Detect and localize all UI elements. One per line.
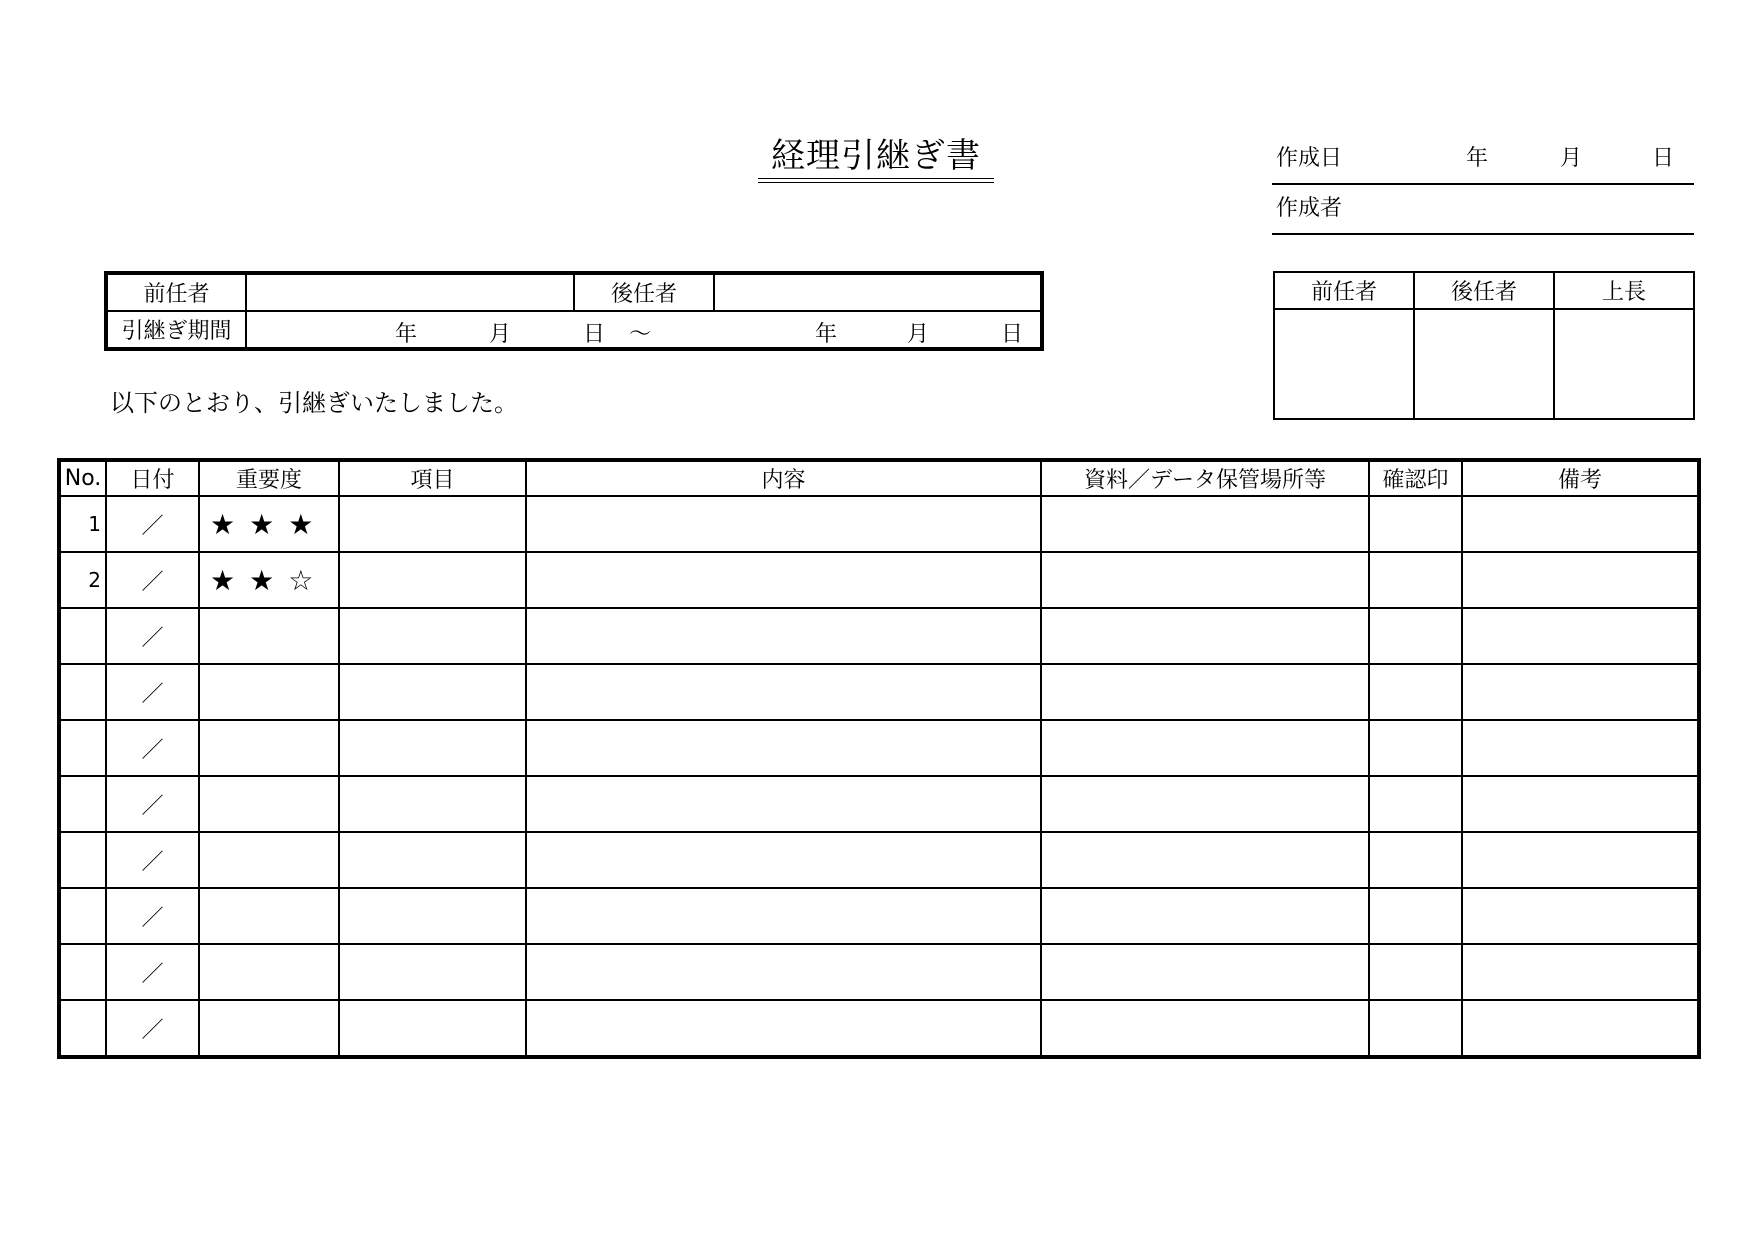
row-storage-location[interactable]: [1041, 608, 1369, 664]
row-no: [59, 832, 106, 888]
row-confirmation-stamp[interactable]: [1369, 496, 1462, 552]
row-item[interactable]: [339, 832, 526, 888]
row-importance[interactable]: [199, 832, 339, 888]
row-remarks[interactable]: [1462, 832, 1699, 888]
row-item[interactable]: [339, 496, 526, 552]
row-content[interactable]: [526, 1000, 1041, 1057]
row-content[interactable]: [526, 664, 1041, 720]
row-confirmation-stamp[interactable]: [1369, 832, 1462, 888]
row-importance[interactable]: [199, 944, 339, 1000]
row-storage-location[interactable]: [1041, 944, 1369, 1000]
row-item[interactable]: [339, 944, 526, 1000]
row-importance[interactable]: ★★☆: [199, 552, 339, 608]
row-confirmation-stamp[interactable]: [1369, 664, 1462, 720]
period-end-year: 年: [815, 322, 838, 347]
period-tilde: ～: [629, 322, 652, 347]
row-no: [59, 776, 106, 832]
row-remarks[interactable]: [1462, 496, 1699, 552]
row-content[interactable]: [526, 888, 1041, 944]
author-line: [1272, 233, 1694, 235]
table-row: [59, 1000, 1699, 1057]
row-item[interactable]: [339, 776, 526, 832]
table-row: [59, 720, 1699, 776]
row-confirmation-stamp[interactable]: [1369, 1000, 1462, 1057]
period-start-day: 日: [583, 322, 606, 347]
row-date[interactable]: ／: [106, 608, 199, 664]
row-no: [59, 1000, 106, 1057]
table-row: [59, 608, 1699, 664]
row-storage-location[interactable]: [1041, 832, 1369, 888]
handover-items-table: [57, 458, 1701, 1059]
created-month-label: 月: [1560, 146, 1583, 171]
row-content[interactable]: [526, 720, 1041, 776]
predecessor-field[interactable]: [246, 273, 574, 311]
created-year-label: 年: [1466, 146, 1489, 171]
header-importance: 重要度: [199, 460, 339, 496]
row-date[interactable]: ／: [106, 720, 199, 776]
header-storage-location: 資料／データ保管場所等: [1041, 460, 1369, 496]
approval-stamp-supervisor[interactable]: [1554, 309, 1694, 419]
row-storage-location[interactable]: [1041, 776, 1369, 832]
successor-field[interactable]: [714, 273, 1042, 311]
row-importance[interactable]: [199, 608, 339, 664]
row-importance[interactable]: [199, 1000, 339, 1057]
header-date: 日付: [106, 460, 199, 496]
header-item: 項目: [339, 460, 526, 496]
created-day-label: 日: [1652, 146, 1675, 171]
row-storage-location[interactable]: [1041, 888, 1369, 944]
row-content[interactable]: [526, 832, 1041, 888]
row-importance[interactable]: [199, 664, 339, 720]
row-storage-location[interactable]: [1041, 720, 1369, 776]
approval-stamp-table: [1273, 271, 1695, 420]
approval-header-predecessor: 前任者: [1274, 272, 1414, 309]
row-remarks[interactable]: [1462, 664, 1699, 720]
header-content: 内容: [526, 460, 1041, 496]
row-storage-location[interactable]: [1041, 552, 1369, 608]
row-confirmation-stamp[interactable]: [1369, 776, 1462, 832]
row-confirmation-stamp[interactable]: [1369, 888, 1462, 944]
row-item[interactable]: [339, 608, 526, 664]
table-row: [59, 888, 1699, 944]
row-storage-location[interactable]: [1041, 664, 1369, 720]
row-no: [59, 608, 106, 664]
row-date[interactable]: ／: [106, 944, 199, 1000]
approval-stamp-successor[interactable]: [1414, 309, 1554, 419]
period-start-year: 年: [395, 322, 418, 347]
row-remarks[interactable]: [1462, 888, 1699, 944]
row-no: 1: [59, 496, 106, 552]
row-no: 2: [59, 552, 106, 608]
row-remarks[interactable]: [1462, 552, 1699, 608]
row-content[interactable]: [526, 496, 1041, 552]
title-double-underline: [758, 178, 994, 183]
period-end-month: 月: [907, 322, 930, 347]
row-date[interactable]: ／: [106, 1000, 199, 1057]
row-content[interactable]: [526, 944, 1041, 1000]
header-confirmation-stamp: 確認印: [1369, 460, 1462, 496]
row-confirmation-stamp[interactable]: [1369, 944, 1462, 1000]
table-row: [59, 552, 1699, 608]
created-date-label: 作成日: [1276, 146, 1343, 171]
table-row: [59, 776, 1699, 832]
row-importance[interactable]: [199, 720, 339, 776]
row-importance[interactable]: ★★★: [199, 496, 339, 552]
row-remarks[interactable]: [1462, 1000, 1699, 1057]
table-row: [59, 496, 1699, 552]
row-date[interactable]: ／: [106, 832, 199, 888]
approval-header-supervisor: 上長: [1554, 272, 1694, 309]
row-item[interactable]: [339, 720, 526, 776]
period-label: 引継ぎ期間: [106, 311, 246, 349]
row-no: [59, 720, 106, 776]
header-remarks: 備考: [1462, 460, 1699, 496]
header-no: No.: [59, 460, 106, 496]
row-no: [59, 888, 106, 944]
row-date[interactable]: ／: [106, 552, 199, 608]
row-date[interactable]: ／: [106, 776, 199, 832]
row-item[interactable]: [339, 888, 526, 944]
period-field[interactable]: [246, 311, 1042, 349]
row-confirmation-stamp[interactable]: [1369, 608, 1462, 664]
row-content[interactable]: [526, 552, 1041, 608]
period-end-day: 日: [1001, 322, 1024, 347]
row-date[interactable]: ／: [106, 664, 199, 720]
row-content[interactable]: [526, 608, 1041, 664]
handover-statement: 以下のとおり、引継ぎいたしました。: [110, 389, 518, 417]
row-date[interactable]: ／: [106, 888, 199, 944]
table-row: [59, 664, 1699, 720]
row-importance[interactable]: [199, 888, 339, 944]
table-row: [59, 832, 1699, 888]
created-date-line: [1272, 183, 1694, 185]
row-date[interactable]: ／: [106, 496, 199, 552]
table-row: [59, 944, 1699, 1000]
author-label: 作成者: [1276, 196, 1343, 221]
row-no: [59, 664, 106, 720]
document-title: 経理引継ぎ書: [771, 136, 981, 176]
row-item[interactable]: [339, 1000, 526, 1057]
row-no: [59, 944, 106, 1000]
row-remarks[interactable]: [1462, 608, 1699, 664]
row-remarks[interactable]: [1462, 944, 1699, 1000]
predecessor-label: 前任者: [106, 273, 246, 311]
row-confirmation-stamp[interactable]: [1369, 720, 1462, 776]
successor-label: 後任者: [574, 273, 714, 311]
row-content[interactable]: [526, 776, 1041, 832]
row-confirmation-stamp[interactable]: [1369, 552, 1462, 608]
row-storage-location[interactable]: [1041, 496, 1369, 552]
row-remarks[interactable]: [1462, 776, 1699, 832]
row-item[interactable]: [339, 664, 526, 720]
period-start-month: 月: [489, 322, 512, 347]
row-storage-location[interactable]: [1041, 1000, 1369, 1057]
handover-info-table: [104, 271, 1044, 351]
row-item[interactable]: [339, 552, 526, 608]
row-importance[interactable]: [199, 776, 339, 832]
approval-stamp-predecessor[interactable]: [1274, 309, 1414, 419]
approval-header-successor: 後任者: [1414, 272, 1554, 309]
row-remarks[interactable]: [1462, 720, 1699, 776]
